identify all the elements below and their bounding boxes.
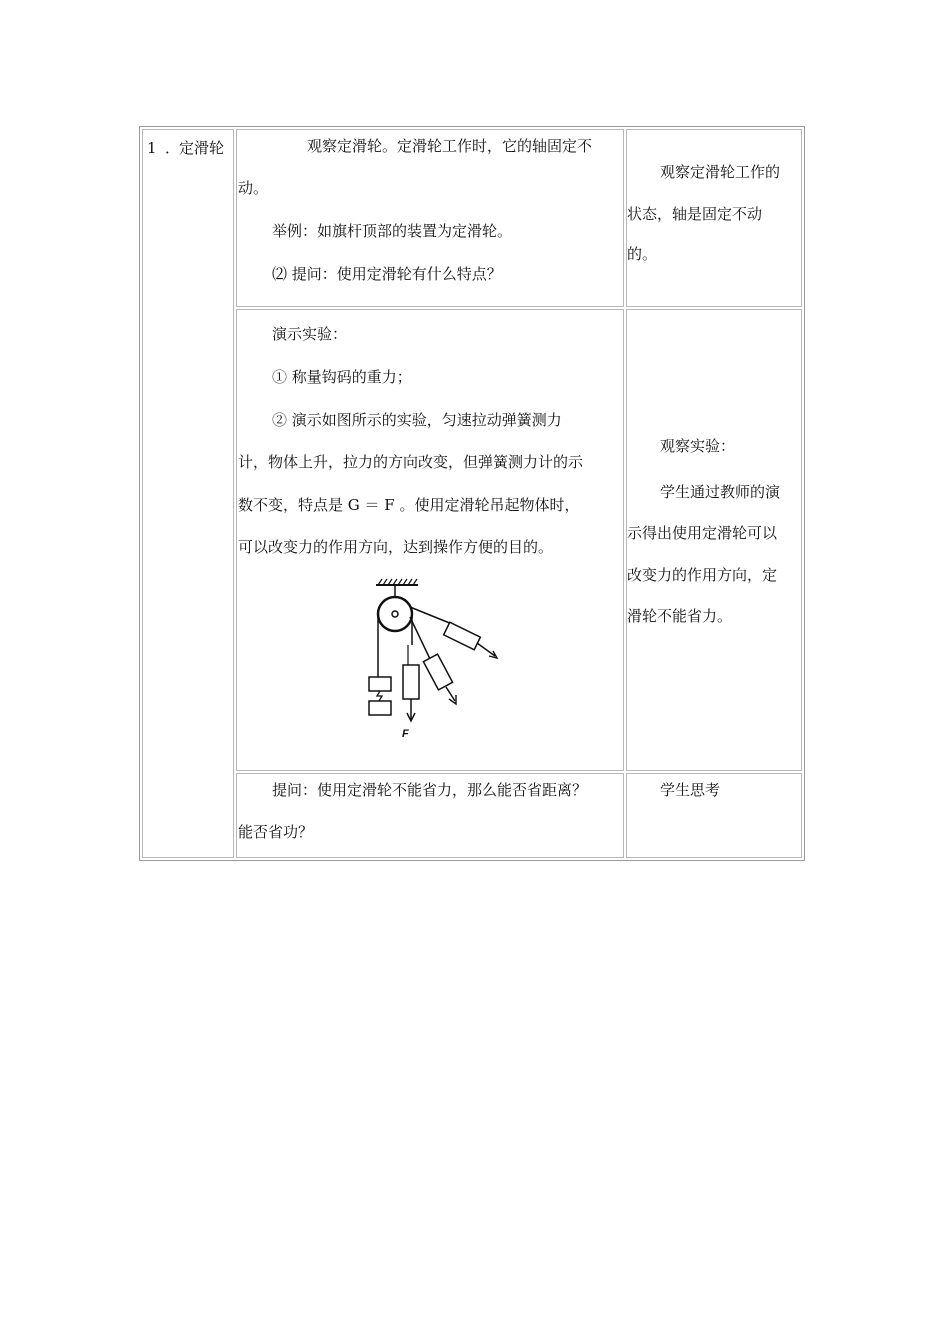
pulley-axle <box>392 611 398 617</box>
hook-weight-top <box>369 677 391 691</box>
row2-step2-line3: 数不变，特点是 G ＝ F 。使用定滑轮吊起物体时， <box>238 496 580 514</box>
row1-teacher-question: ⑵ 提问：使用定滑轮有什么特点？ <box>272 265 502 283</box>
section-number: 1 <box>147 139 157 157</box>
row1-student-cell <box>626 129 802 307</box>
row1-teacher-example: 举例：如旗杆顶部的装置为定滑轮。 <box>272 222 513 240</box>
pull-line-right <box>477 643 495 656</box>
row1-teacher-line1: 观察定滑轮。定滑轮工作时，它的轴固定不 <box>307 137 593 155</box>
section-cell <box>142 129 234 858</box>
row3-teacher-cell <box>236 773 624 858</box>
section-title: 定滑轮 <box>179 139 225 157</box>
row2-student-line3: 改变力的作用方向，定 <box>627 566 778 584</box>
row3-teacher-line2: 能否省功？ <box>238 823 314 841</box>
row1-teacher-line2: 动。 <box>238 179 269 197</box>
spring-scale-mid <box>423 654 452 690</box>
row2-step2-line4: 可以改变力的作用方向，达到操作方便的目的。 <box>238 538 554 556</box>
force-label-F: F <box>402 728 409 740</box>
row2-step2-line2: 计，物体上升，拉力的方向改变，但弹簧测力计的示 <box>238 453 584 471</box>
lesson-table <box>139 126 805 861</box>
row2-student-cell <box>626 309 802 771</box>
section-dot: ． <box>165 139 181 157</box>
spring-scale-right <box>444 622 481 649</box>
rope-angled-right <box>410 607 452 624</box>
row3-student-text: 学生思考 <box>660 781 721 799</box>
pull-line-mid <box>446 687 455 701</box>
row3-student-cell <box>626 773 802 858</box>
rope-angled-mid <box>410 617 430 659</box>
row2-student-line1: 学生通过教师的演 <box>660 483 781 501</box>
row2-step2-line1: ② 演示如图所示的实验，匀速拉动弹簧测力 <box>272 411 562 429</box>
fixed-pulley-diagram <box>362 577 507 742</box>
hook-weight-bottom <box>369 701 391 715</box>
row2-student-line2: 示得出使用定滑轮可以 <box>627 524 778 542</box>
spring-scale-vertical <box>403 665 419 699</box>
row1-teacher-cell <box>236 129 624 307</box>
row2-student-heading: 观察实验： <box>660 437 736 455</box>
row1-student-line1: 观察定滑轮工作的 <box>660 163 781 181</box>
hook-link <box>377 691 382 701</box>
row2-step1: ① 称量钩码的重力； <box>272 368 412 386</box>
row3-teacher-line1: 提问：使用定滑轮不能省力，那么能否省距离？ <box>272 781 588 799</box>
row2-teacher-heading: 演示实验： <box>272 325 348 343</box>
row2-student-line4: 滑轮不能省力。 <box>627 607 733 625</box>
row1-student-line2: 状态，轴是固定不动 <box>627 205 763 223</box>
row1-student-line3: 的。 <box>627 245 658 263</box>
